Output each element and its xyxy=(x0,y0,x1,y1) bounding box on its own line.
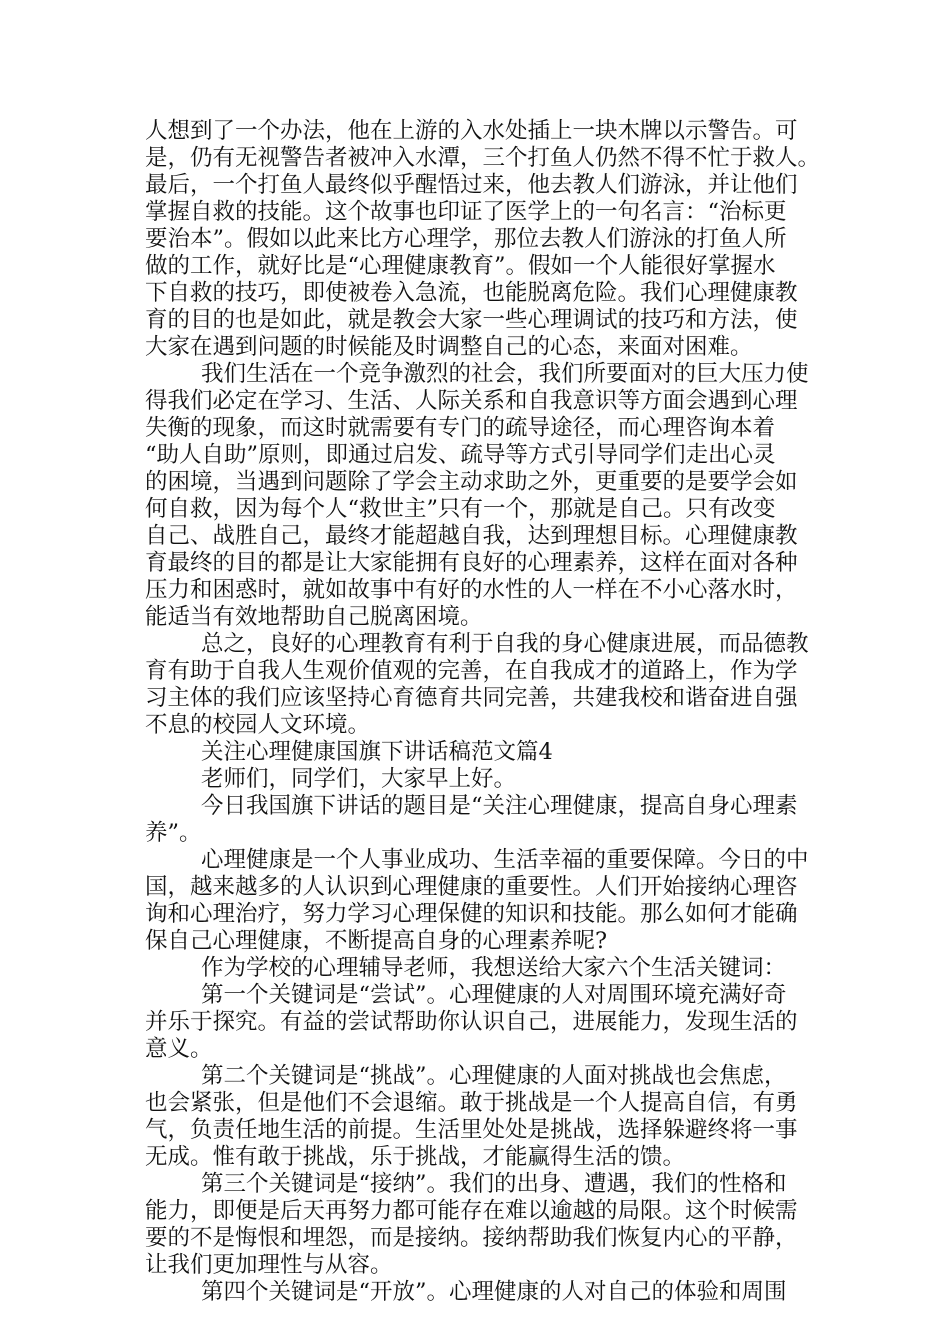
text-line: 我们生活在一个竞争激烈的社会，我们所要面对的巨大压力使 xyxy=(201,361,809,387)
text-line: 无成。惟有敢于挑战，乐于挑战，才能赢得生活的馈。 xyxy=(145,1144,686,1170)
text-line: 总之，良好的心理教育有利于自我的身心健康进展，而品德教 xyxy=(201,631,809,657)
text-line: 第一个关键词是“尝试”。心理健康的人对周围环境充满好奇 xyxy=(201,982,787,1008)
text-line: 询和心理治疗，努力学习心理保健的知识和技能。那么如何才能确 xyxy=(145,901,798,927)
text-line: 何自救，因为每个人“救世主”只有一个，那就是自己。只有改变 xyxy=(145,496,776,522)
text-line: 心理健康是一个人事业成功、生活幸福的重要保障。今日的中 xyxy=(201,847,809,873)
text-line: 第二个关键词是“挑战”。心理健康的人面对挑战也会焦虑， xyxy=(201,1063,787,1089)
text-line: 压力和困惑时，就如故事中有好的水性的人一样在不小心落水时， xyxy=(145,577,798,603)
text-line: 要治本”。假如以此来比方心理学，那位去教人们游泳的打鱼人所 xyxy=(145,226,787,252)
text-line: 不息的校园人文环境。 xyxy=(145,712,371,738)
text-line: 得我们必定在学习、生活、人际关系和自我意识等方面会遇到心理 xyxy=(145,388,798,414)
text-line: 国，越来越多的人认识到心理健康的重要性。人们开始接纳心理咨 xyxy=(145,874,798,900)
text-line: 育的目的也是如此，就是教会大家一些心理调试的技巧和方法，使 xyxy=(145,307,798,333)
text-line: 意义。 xyxy=(145,1036,213,1062)
text-line: 的困境，当遇到问题除了学会主动求助之外，更重要的是要学会如 xyxy=(145,469,798,495)
text-line: 育最终的目的都是让大家能拥有良好的心理素养，这样在面对各种 xyxy=(145,550,798,576)
text-line: 能适当有效地帮助自己脱离困境。 xyxy=(145,604,483,630)
text-line: 育有助于自我人生观价值观的完善，在自我成才的道路上，作为学 xyxy=(145,658,798,684)
text-line: 老师们，同学们，大家早上好。 xyxy=(201,766,517,792)
text-line: 关注心理健康国旗下讲话稿范文篇4 xyxy=(201,739,553,765)
text-line: 要的不是悔恨和埋怨，而是接纳。接纳帮助我们恢复内心的平静， xyxy=(145,1225,798,1251)
text-line: 今日我国旗下讲话的题目是“关注心理健康，提高自身心理素 xyxy=(201,793,798,819)
text-line: 下自救的技巧，即使被卷入急流，也能脱离危险。我们心理健康教 xyxy=(145,280,798,306)
text-line: 养”。 xyxy=(145,820,202,846)
text-line: 第三个关键词是“接纳”。我们的出身、遭遇，我们的性格和 xyxy=(201,1171,787,1197)
text-line: 气，负责任地生活的前提。生活里处处是挑战，选择躲避终将一事 xyxy=(145,1117,798,1143)
text-line: 并乐于探究。有益的尝试帮助你认识自己，进展能力，发现生活的 xyxy=(145,1009,798,1035)
text-line: 第四个关键词是“开放”。心理健康的人对自己的体验和周围 xyxy=(201,1279,787,1305)
text-line: 让我们更加理性与从容。 xyxy=(145,1252,393,1278)
text-line: “助人自助”原则，即通过启发、疏导等方式引导同学们走出心灵 xyxy=(145,442,776,468)
text-line: 最后，一个打鱼人最终似乎醒悟过来，他去教人们游泳，并让他们 xyxy=(145,172,798,198)
text-line: 失衡的现象，而这时就需要有专门的疏导途径，而心理咨询本着 xyxy=(145,415,776,441)
text-line: 自己、战胜自己，最终才能超越自我，达到理想目标。心理健康教 xyxy=(145,523,798,549)
text-line: 是，仍有无视警告者被冲入水潭，三个打鱼人仍然不得不忙于救人。 xyxy=(145,145,821,171)
text-line: 能力，即便是后天再努力都可能存在难以逾越的局限。这个时候需 xyxy=(145,1198,798,1224)
text-line: 做的工作，就好比是“心理健康教育”。假如一个人能很好掌握水 xyxy=(145,253,776,279)
text-line: 也会紧张，但是他们不会退缩。敢于挑战是一个人提高自信，有勇 xyxy=(145,1090,798,1116)
text-line: 习主体的我们应该坚持心育德育共同完善，共建我校和谐奋进自强 xyxy=(145,685,798,711)
text-line: 掌握自救的技能。这个故事也印证了医学上的一句名言：“治标更 xyxy=(145,199,787,225)
text-line: 人想到了一个办法，他在上游的入水处插上一块木牌以示警告。可 xyxy=(145,118,798,144)
text-line: 保自己心理健康，不断提高自身的心理素养呢? xyxy=(145,928,608,954)
text-line: 大家在遇到问题的时候能及时调整自己的心态，来面对困难。 xyxy=(145,334,753,360)
document-body xyxy=(145,118,821,1306)
text-line: 作为学校的心理辅导老师，我想送给大家六个生活关键词： xyxy=(201,955,787,981)
